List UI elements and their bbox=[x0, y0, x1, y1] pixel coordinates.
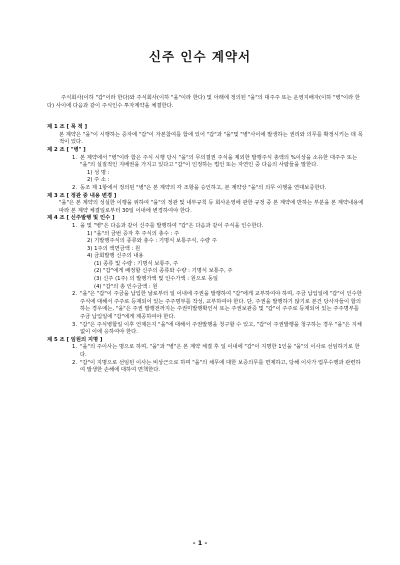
article-3-body: "을"은 본 계약의 성실한 이행을 위하여 "을"의 정관 및 내부규칙 등 회사운영에 관한 규정 중 본 계약에 반하는 부분을 본 계약내용에 따라 본 계약 체결일로부터 30일 이내에 변경하여야 한다. bbox=[59, 200, 364, 214]
article-4-heading: 제 4 조 [ 신주발행 및 인수 ] bbox=[47, 215, 115, 222]
article-4-sub-1: 1) "을"의 금번 증자 후 주식의 총수 : 주 bbox=[87, 230, 180, 237]
article-2-item-1: 1. 본 계약에서 "병"이라 함은 주식 시행 당시 "을"의 무의결권 주식을 제외한 발행주식 총액의 %이상을 소유한 대주주 또는 "을"의 실질적인 지배권을 가지고 있다고 "갑"이 인정하는 법인 또는 자연인 중 다음의 사람들을 말한다. bbox=[72, 154, 358, 169]
document-title: 신주 인수 계약서 bbox=[148, 49, 252, 64]
intro-paragraph: 주식회사(이하 "갑"이라 한다)와 주식회사(이하 "을"이라 한다) 및 아래에 정의된 "을"의 대주주 또는 운영지배자(이하 "병"이라 한다) 사이에 다음과 같이 주식인수 투자계약을 체결한다. bbox=[47, 95, 361, 109]
article-3-heading: 제 3 조 [ 정관 중 내용 변경 ] bbox=[47, 192, 117, 199]
article-4-sub-4: 4) 금회발행 신주의 내용 bbox=[87, 253, 144, 260]
article-4-item-2: 2. "을"은 "갑"이 주금을 납입한 날로부터 일 이내에 주권을 발행하여 "갑"에게 교부하여야 하며, 주금 납입일에 "갑"이 인수한 주식에 대해서 주주로 등재되어 있는 주주명부를 작성, 교부하여야 한다. 단, 주권을 발행하기 않기로 본건 당사자들이 합의하는 경우에는, "을"은 주권 발행전까지는 주권미발행확인서 또는 주권보관증 및 "갑"이 주주로 등재되어 있는 주주명부를 주금 납입일에 "갑"에게 제공하여야 한다. bbox=[72, 291, 362, 321]
article-2-heading: 제 2 조 [ "병" ] bbox=[47, 146, 86, 153]
article-5-item-1-text: "을"의 주이사는 명으로 하며, "을"과 "병"은 본 계약 체결 후 일 이내에 "갑"이 지명한 1인을 "을"의 이사로 선임하기로 한다. bbox=[80, 344, 360, 358]
page-number: - 1 - bbox=[192, 539, 208, 547]
article-4-item-1: 1. 을 및 "병"은 다음과 같이 신주를 발행하여 "갑"은 다음과 같이 주식을 인수한다. bbox=[72, 222, 264, 229]
article-2-item-1-text: 본 계약에서 "병"이라 함은 주식 시행 당시 "을"의 무의결권 주식을 제외한 발행주식 총액의 %이상을 소유한 대주주 또는 "을"의 실질적인 지배권을 가지고 있다고 "갑"이 인정하는 법인 또는 자연인 중 다음의 사람들을 말한다. bbox=[80, 154, 358, 169]
article-5 bbox=[47, 337, 365, 375]
article-1 bbox=[47, 124, 365, 147]
article-5-item-1: 1. "을"의 주이사는 명으로 하며, "을"과 "병"은 본 계약 체결 후 일 이내에 "갑"이 지명한 1인을 "을"의 이사로 선임하기로 한다. bbox=[72, 344, 360, 358]
article-4-item-3-text: "갑"은 주식병합일 이후 언제든지 "을"에 대해서 주권발행을 청구할 수 있고, "갑"이 주권발행을 청구하는 경우 "을"은 지체 없이 이에 응하여야 한다. bbox=[80, 321, 362, 336]
article-2-name-line: 1) 성 명 : bbox=[87, 169, 110, 176]
article-4-subsub-4: (4) "갑"의 총 인수금액 : 원 bbox=[94, 283, 158, 290]
document-body bbox=[47, 95, 365, 375]
article-4-subsub-2: (2) "갑"에게 배정할 신주의 종류와 수량 : 기명식 보통주, 주 bbox=[94, 268, 233, 275]
article-5-item-2: 2. "갑"이 지명으로 선임된 이사는 비상근으로 하며 "을"의 채무에 대한 보증의무를 면제하고, 당해 이사가 업무수행과 관련하여 발생한 손해에 대하여 면책한다. bbox=[72, 359, 361, 374]
article-1-body: 본 계약은 "을"이 시행하는 증자에 "갑"이 자본참여를 함에 있어 "갑"과 "을"및 "병"사이에 발생하는 권리와 의무를 확정시키는 데 목적이 있다. bbox=[59, 131, 363, 146]
article-4-item-2-text: "을"은 "갑"이 주금을 납입한 날로부터 일 이내에 주권을 발행하여 "갑"에게 교부하여야 하며, 주금 납입일에 "갑"이 인수한 주식에 대해서 주주로 등재되어 있는 주주명부를 작성, 교부하여야 한다. 단, 주권을 발행하기 않기로 본건 당사자들이 합의하는 경우에는, "을"은 주권 발행전까지는 주권미발행확인서 또는 주권보관증 및 "갑"이 주주로 등재되어 있는 주주명부를 주금 납입일에 "갑"에게 제공하여야 한다. bbox=[80, 291, 362, 321]
article-5-heading: 제 5 조 [ 임원의 지명 ] bbox=[47, 336, 103, 343]
article-2-item-2: 2. 동조 제 1항에서 정의된 "병"은 본 계약의 각 조항을 승인하고, 본 계약상 "을"의 의무 이행을 연대보증한다. bbox=[72, 184, 327, 191]
article-2 bbox=[47, 147, 365, 193]
article-2-item-2-text: 동조 제 1항에서 정의된 "병"은 본 계약의 각 조항을 승인하고, 본 계약상 "을"의 의무 이행을 연대보증한다. bbox=[80, 184, 327, 191]
article-4-sub-2: 2) 기발행주식의 종류와 총수 : 기명식 보통주식, 수량 주 bbox=[87, 238, 217, 245]
article-4-item-1-text: 을 및 "병"은 다음과 같이 신주를 발행하여 "갑"은 다음과 같이 주식을 인수한다. bbox=[80, 222, 264, 229]
article-4 bbox=[47, 215, 365, 337]
article-4-subsub-3: (3) 신주 (1주) 의 발행가액 및 인수가액 : 원으로 동일 bbox=[94, 276, 219, 283]
article-1-heading: 제 1 조 [ 목 적 ] bbox=[47, 124, 88, 131]
article-4-sub-3: 3) 1주의 액면금액 : 원 bbox=[87, 245, 141, 252]
article-3 bbox=[47, 193, 365, 216]
article-5-item-2-text: "갑"이 지명으로 선임된 이사는 비상근으로 하며 "을"의 채무에 대한 보증의무를 면제하고, 당해 이사가 업무수행과 관련하여 발생한 손해에 대하여 면책한다. bbox=[80, 359, 361, 374]
article-4-item-3: 3. "갑"은 주식병합일 이후 언제든지 "을"에 대해서 주권발행을 청구할 수 있고, "갑"이 주권발행을 청구하는 경우 "을"은 지체 없이 이에 응하여야 한다. bbox=[72, 321, 362, 336]
article-4-subsub-1: (1) 종류 및 수량 : 기명식 보통주, 주 bbox=[94, 260, 179, 267]
article-2-address-line: 2) 주 소 : bbox=[87, 177, 110, 184]
